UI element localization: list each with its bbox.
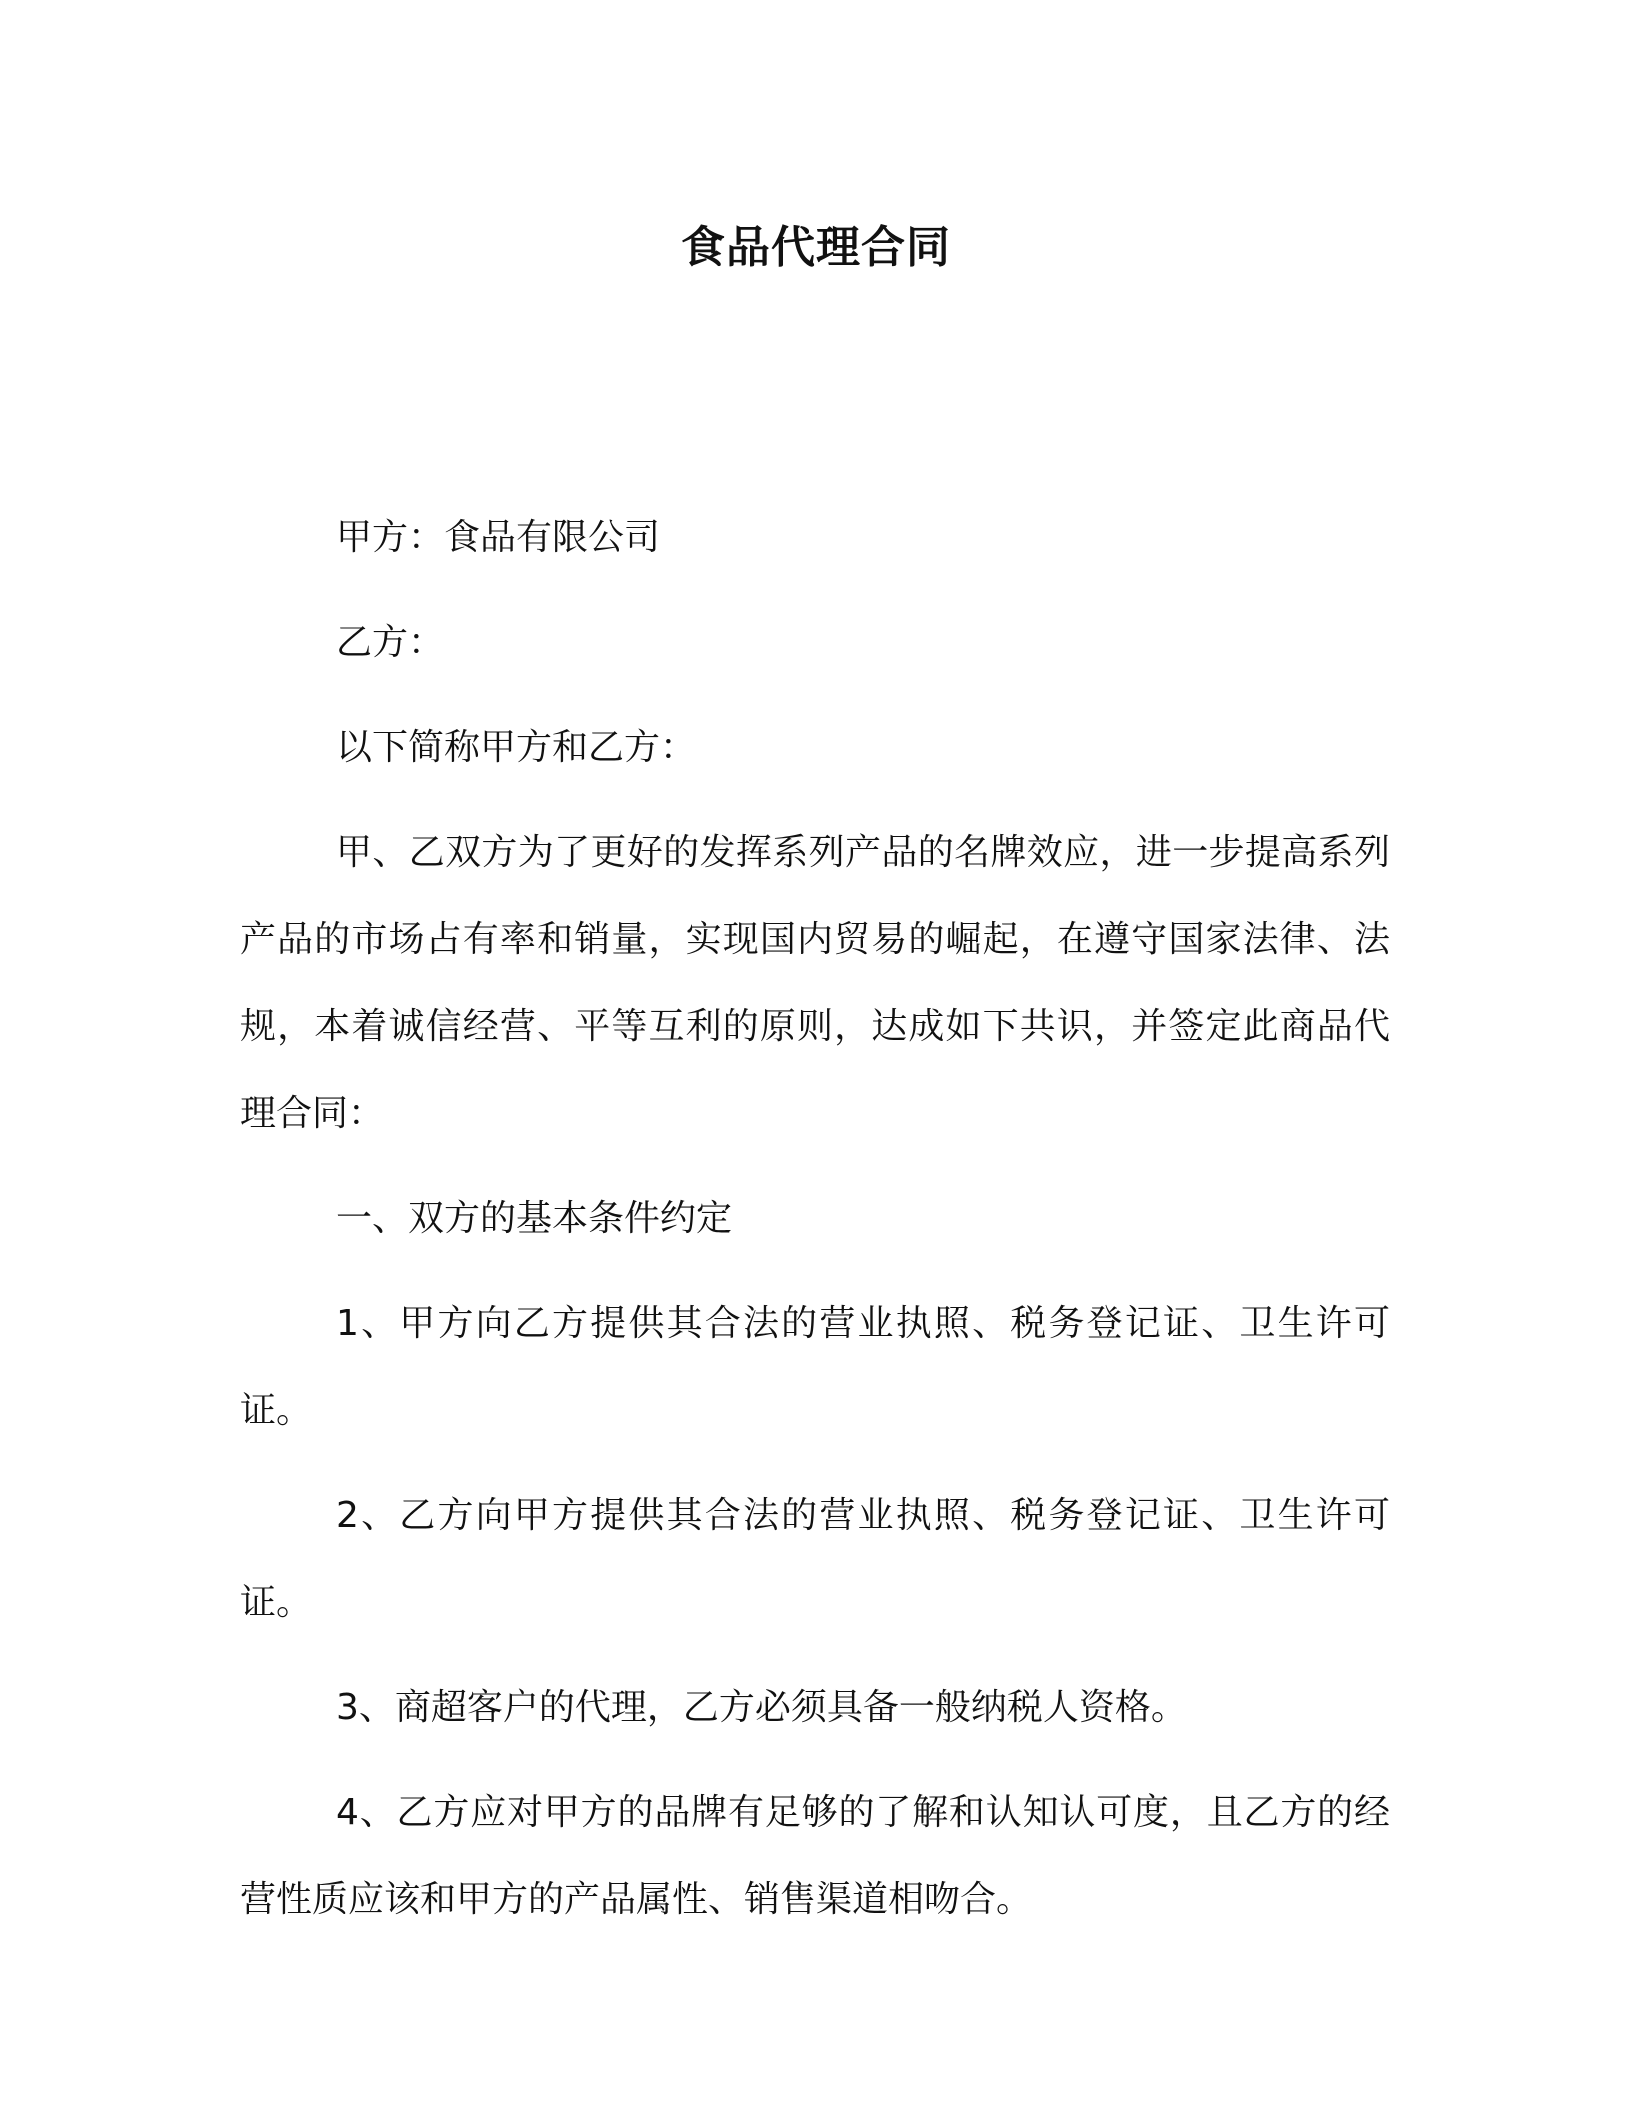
document-title: 食品代理合同 [681,222,951,273]
document-body [240,494,1390,1961]
clause-3: 3、商超客户的代理，乙方必须具备一般纳税人资格。 [336,1687,1187,1728]
party-b-line: 乙方： [336,622,445,663]
party-a-line: 甲方：食品有限公司 [336,517,661,558]
section-heading: 一、双方的基本条件约定 [336,1198,733,1239]
clause-4: 4、乙方应对甲方的品牌有足够的了解和认知认可度，且乙方的经营性质应该和甲方的产品属性、销售渠道相吻合。 [240,1792,1390,1920]
abbreviation-line: 以下简称甲方和乙方： [336,727,697,768]
clause-2: 2、乙方向甲方提供其合法的营业执照、税务登记证、卫生许可证。 [240,1495,1390,1623]
preamble-paragraph: 甲、乙双方为了更好的发挥系列产品的名牌效应，进一步提高系列产品的市场占有率和销量，实现国内贸易的崛起，在遵守国家法律、法规，本着诚信经营、平等互利的原则，达成如下共识，并签定此商品代理合同： [240,832,1390,1134]
clause-1: 1、甲方向乙方提供其合法的营业执照、税务登记证、卫生许可证。 [240,1303,1390,1431]
